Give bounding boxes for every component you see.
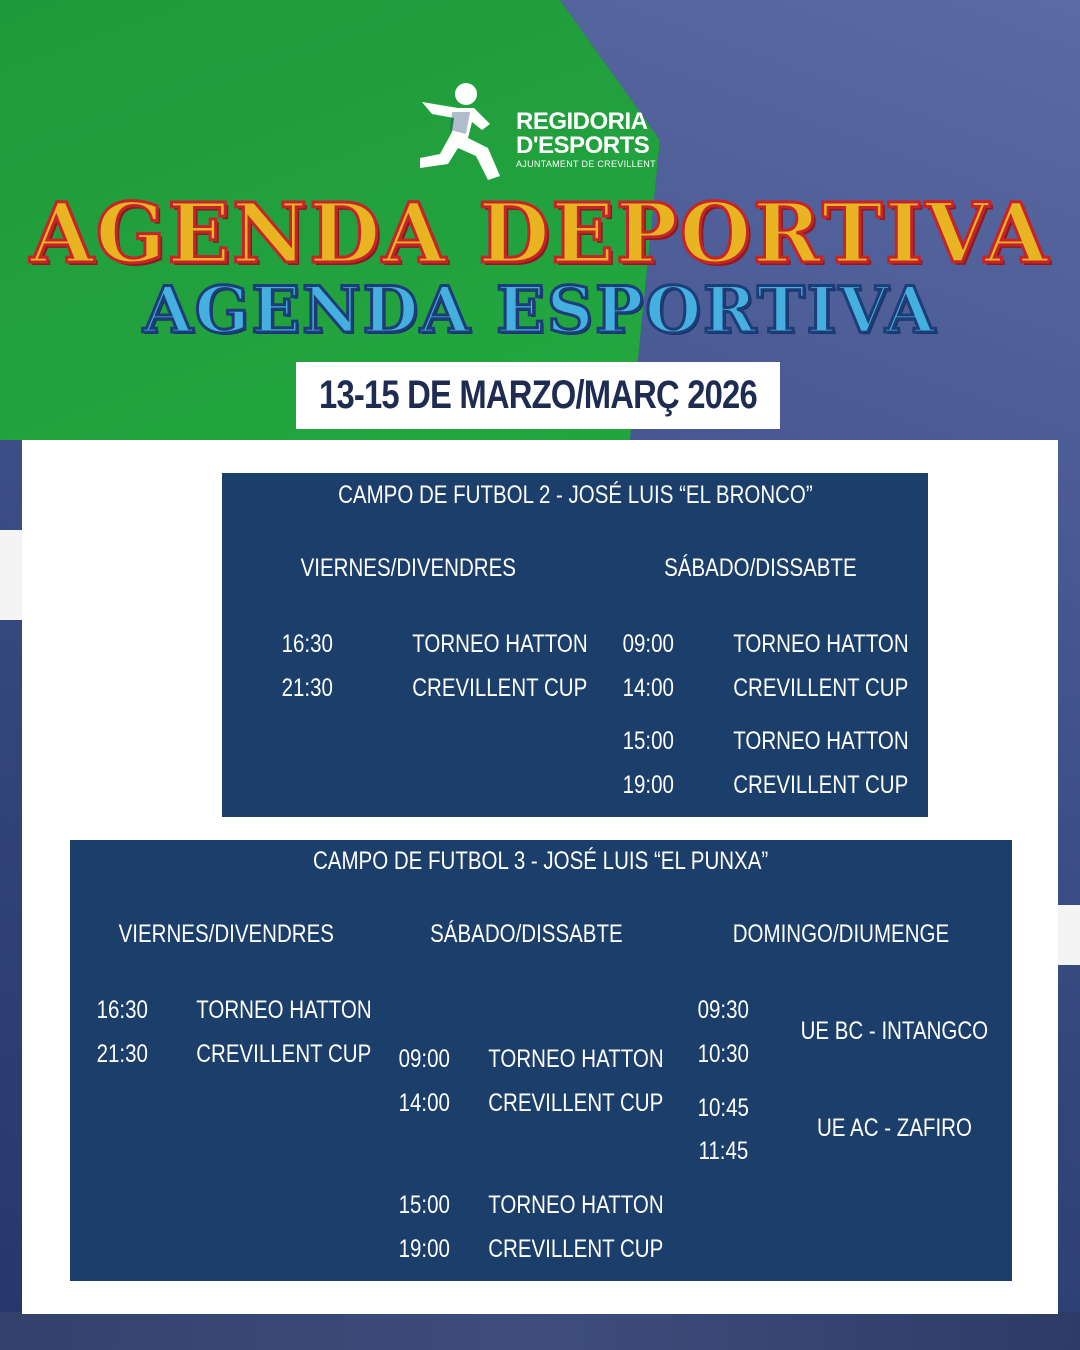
venue-2-fri-event: TORNEO HATTON — [196, 996, 372, 1024]
venue-2-sat-event: CREVILLENT CUP — [488, 1089, 664, 1117]
venue-2-day-sunday: DOMINGO/DIUMENGE — [732, 920, 950, 948]
venue-2-sun-end: 11:45 — [698, 1137, 748, 1165]
venue-2-sat-time: 19:00 — [398, 1235, 450, 1263]
venue-1-sat-time: 14:00 — [622, 674, 674, 702]
venue-2-day-friday: VIERNES/DIVENDRES — [118, 920, 334, 948]
court-line-left — [0, 530, 22, 620]
venue-2-sun-start: 10:45 — [697, 1094, 749, 1122]
venue-2-sat-time: 15:00 — [398, 1191, 450, 1219]
runner-icon — [412, 78, 512, 182]
venue-1-fri-time: 21:30 — [281, 674, 333, 702]
venue-1-fri-event: CREVILLENT CUP — [412, 674, 588, 702]
venue-1-sat-time: 09:00 — [622, 630, 674, 658]
venue-1-day-saturday: SÁBADO/DISSABTE — [663, 554, 857, 582]
venue-1-day-friday: VIERNES/DIVENDRES — [300, 554, 516, 582]
venue-1-fri-event: TORNEO HATTON — [412, 630, 588, 658]
venue-2-fri-time: 16:30 — [96, 996, 148, 1024]
secondary-title: AGENDA ESPORTIVA — [143, 273, 937, 348]
date-box — [296, 362, 780, 429]
venue-1-sat-time: 19:00 — [622, 771, 674, 799]
venue-2-title: CAMPO DE FUTBOL 3 - JOSÉ LUIS “EL PUNXA” — [313, 847, 769, 875]
venue-2-fri-time: 21:30 — [96, 1040, 148, 1068]
venue-2-day-saturday: SÁBADO/DISSABTE — [429, 920, 623, 948]
venue-2-sat-time: 14:00 — [398, 1089, 450, 1117]
venue-1-sat-event: TORNEO HATTON — [733, 727, 909, 755]
venue-1-fri-time: 16:30 — [281, 630, 333, 658]
venue-2-sun-event: UE AC - ZAFIRO — [816, 1114, 972, 1142]
venue-2-sun-end: 10:30 — [697, 1040, 749, 1068]
venue-2-sat-event: CREVILLENT CUP — [488, 1235, 664, 1263]
venue-2-sat-event: TORNEO HATTON — [488, 1045, 664, 1073]
venue-2-sat-time: 09:00 — [398, 1045, 450, 1073]
venue-2-sun-event: UE BC - INTANGCO — [800, 1017, 988, 1045]
venue-2-fri-event: CREVILLENT CUP — [196, 1040, 372, 1068]
court-line-right — [1058, 905, 1080, 965]
venue-1-sat-time: 15:00 — [622, 727, 674, 755]
logo-line-1: REGIDORIA — [516, 108, 648, 135]
venue-1-sat-event: TORNEO HATTON — [733, 630, 909, 658]
venue-2-sun-start: 09:30 — [697, 996, 749, 1024]
main-title: AGENDA DEPORTIVA — [29, 186, 1051, 282]
venue-1-sat-event: CREVILLENT CUP — [733, 674, 909, 702]
date-text: 13-15 DE MARZO/MARÇ 2026 — [319, 373, 757, 417]
venue-1-sat-event: CREVILLENT CUP — [733, 771, 909, 799]
logo-line-3: AJUNTAMENT DE CREVILLENT — [516, 159, 656, 169]
venue-2-sat-event: TORNEO HATTON — [488, 1191, 664, 1219]
venue-1-title: CAMPO DE FUTBOL 2 - JOSÉ LUIS “EL BRONCO” — [337, 481, 813, 509]
regidoria-logo — [412, 78, 672, 182]
logo-line-2: D'ESPORTS — [516, 132, 650, 159]
background-bottom-band — [0, 1312, 1080, 1350]
